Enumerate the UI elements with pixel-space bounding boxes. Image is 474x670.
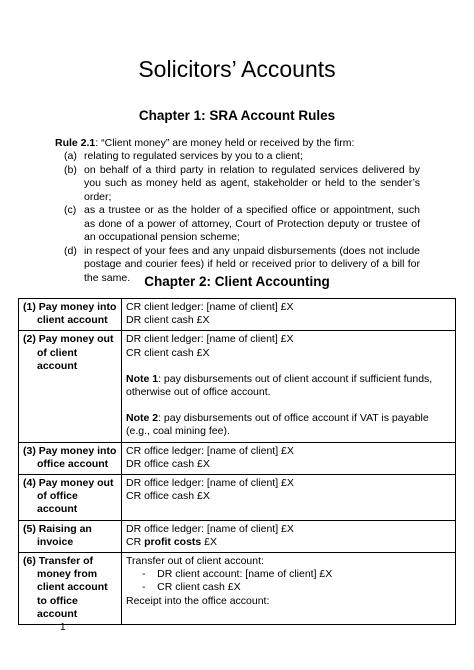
table-row [19,331,456,442]
row-label: (6) Transfer of money from client account to office account [19,553,122,625]
row-label: (2) Pay money out of client account [19,331,122,442]
rule-intro [55,137,354,151]
list-text: relating to regulated services by you to a client; [84,150,303,162]
table-row [19,299,456,331]
note-2: Note 2: pay disbursements out of office account if VAT is payable (e.g., coal mining fee). [126,412,429,438]
list-marker: (d) [64,244,77,257]
table-row [19,553,456,625]
list-text: in respect of your fees and any unpaid disbursements (does not include postage and courier fees) if held or received prior to delivery of a bill for the same. [84,244,420,284]
rule-text: : “Client money” are money held or received by the firm: [95,137,355,149]
row-label: (4) Pay money out of office account [19,475,122,521]
row-entries: DR office ledger: [name of client] £X CR profit costs £X [122,520,456,552]
row-entries: CR client ledger: [name of client] £X DR client cash £X [122,299,456,331]
table-row [19,475,456,521]
row-label: (1) Pay money into client account [19,299,122,331]
list-marker: (c) [64,204,77,216]
row-label: (3) Pay money into office account [19,442,122,474]
list-item [64,150,420,164]
note-1: Note 1: pay disbursements out of client account if sufficient funds, otherwise out of office account. [126,372,433,399]
list-text: on behalf of a third party in relation to regulated services delivered by you such as money held as agent, stakeholder or held to the sender’s order; [84,163,420,203]
list-marker: (a) [64,150,77,162]
chapter-1-heading: Chapter 1: SRA Account Rules [138,108,336,123]
chapter-2-heading: Chapter 2: Client Accounting [144,274,330,289]
row-entries: CR office ledger: [name of client] £X DR office cash £X [122,442,456,474]
page-title: Solicitors’ Accounts [138,56,336,82]
row-entries: Transfer out of client account: - DR client account: [name of client] £X - CR client cash £X Receipt into the office account: [122,553,456,625]
page-number: 1 [60,622,66,633]
rule-list [64,150,420,285]
row-entries: DR office ledger: [name of client] £X CR office cash £X [122,475,456,521]
list-item [64,204,420,245]
rule-label: Rule 2.1 [55,137,96,149]
list-marker: (b) [64,163,77,176]
table-row [19,442,456,474]
table-row [19,520,456,552]
accounting-table [18,298,456,625]
list-item [64,164,420,205]
row-entries: DR client ledger: [name of client] £X CR client cash £X Note 1: pay disbursements out of client account if sufficient funds, otherwise out of office account. Note 2: pay disbursements out of office account if VAT is payable (e.g., coal mining fee). [122,331,456,442]
list-text: as a trustee or as the holder of a specified office or appointment, such as done of a power of attorney, Court of Protection deputy or trustee of an occupational pension scheme; [84,204,420,243]
row-label: (5) Raising an invoice [19,520,122,552]
